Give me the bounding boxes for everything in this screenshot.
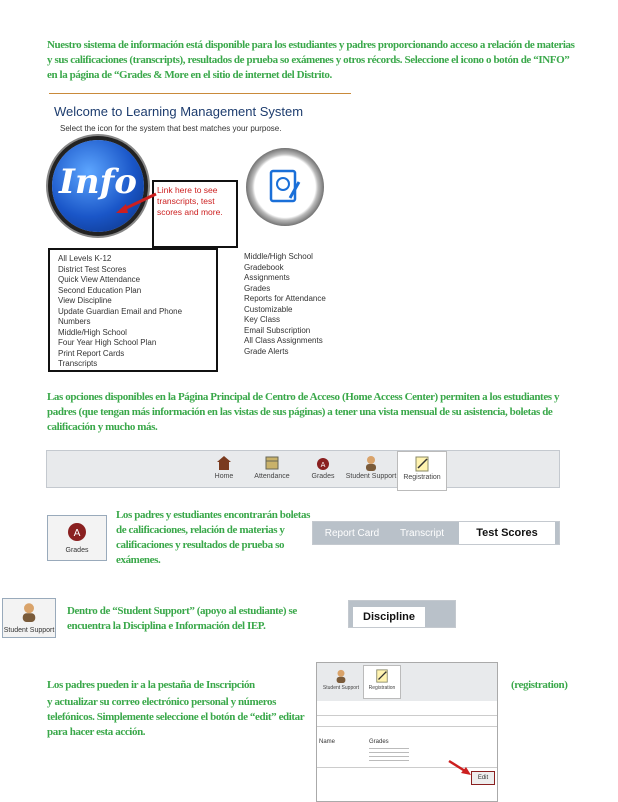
left-item: Quick View Attendance <box>58 275 141 284</box>
reg-nav-registration-label: Registration <box>368 685 396 691</box>
arrow-icon <box>447 757 473 777</box>
left-item: Print Report Cards <box>58 348 125 358</box>
gradebook-icon[interactable] <box>246 148 324 226</box>
student-support-button[interactable] <box>2 598 56 638</box>
left-item: All Levels K-12 <box>58 254 112 263</box>
right-item: Key Class <box>244 315 281 324</box>
home-access-paragraph: Las opciones disponibles en la Página Principal de Centro de Acceso (Home Access Center) permiten a los estudiantes y padres (que tengan más información en las vistas de sus páginas) a tener una vista mensual de su asistencia, boletas de calificación y mucho más. <box>47 391 560 433</box>
nav-student-support[interactable] <box>345 455 397 480</box>
grades-tabs <box>312 521 560 545</box>
lms-subtitle: Select the icon for the system that best matches your purpose. <box>60 124 282 133</box>
lms-title: Welcome to Learning Management System <box>54 104 304 119</box>
reg-nav-student-support[interactable] <box>321 669 361 691</box>
right-item: Assignments <box>244 273 290 282</box>
svg-text:A: A <box>73 528 81 539</box>
nav-registration[interactable] <box>397 451 447 491</box>
reg-nav-registration[interactable] <box>363 665 401 699</box>
registration-paragraph-1: Los padres pueden ir a la pestaña de Inscripción <box>47 679 255 691</box>
right-list <box>244 252 344 357</box>
left-list-box <box>48 248 218 372</box>
grade-apple-icon <box>315 455 331 471</box>
registration-paragraph-2: (registration) <box>511 679 568 691</box>
right-item: Gradebook <box>244 262 284 272</box>
left-item: Middle/High School <box>58 327 127 337</box>
reg-col-grades: Grades <box>369 739 389 745</box>
left-item: District Test Scores <box>58 264 127 274</box>
reg-field-label: Name <box>319 739 336 745</box>
nav-student-support-label: Student Support <box>345 473 397 480</box>
student-support-paragraph: Dentro de “Student Support” (apoyo al estudiante) se encuentra la Disciplina e Información del IEP. <box>67 605 297 632</box>
left-item: Four Year High School Plan <box>58 338 157 347</box>
left-item: View Discipline <box>58 296 112 305</box>
callout-text: Link here to see transcripts, test scores and more. <box>157 185 223 217</box>
nav-attendance-label: Attendance <box>254 473 290 480</box>
home-icon <box>216 455 232 471</box>
tab-test-scores[interactable]: Test Scores <box>459 522 555 544</box>
lms-screenshot <box>48 100 348 370</box>
registration-screenshot <box>316 662 498 802</box>
grades-button[interactable] <box>47 515 107 561</box>
left-item: Second Education Plan <box>58 285 142 295</box>
right-item: Reports for Attendance <box>244 294 326 303</box>
svg-text:A: A <box>320 461 326 469</box>
left-item: Transcripts <box>58 359 98 368</box>
person-icon <box>363 455 379 471</box>
right-item: All Class Assignments <box>244 336 323 345</box>
divider <box>49 93 351 94</box>
edit-button[interactable]: Edit <box>471 771 495 785</box>
reg-nav-student-support-label: Student Support <box>322 685 360 691</box>
tab-transcript[interactable]: Transcript <box>399 527 445 539</box>
person-icon <box>19 602 39 622</box>
nav-attendance[interactable] <box>249 455 295 480</box>
grade-apple-icon <box>66 520 88 542</box>
registration-paragraph-3: y actualizar su correo electrónico personal y números telefónicos. Simplemente seleccione el botón de “edit” editar para hacer esta acción. <box>47 696 305 738</box>
info-icon-label: Info <box>59 162 137 202</box>
right-item: Grade Alerts <box>244 346 289 356</box>
right-item: Customizable <box>244 304 293 314</box>
nav-registration-label: Registration <box>403 474 441 481</box>
right-item: Middle/High School <box>244 252 313 261</box>
info-icon[interactable] <box>52 140 144 232</box>
tab-discipline[interactable]: Discipline <box>353 607 425 627</box>
calendar-icon <box>264 455 280 471</box>
right-item: Email Subscription <box>244 325 311 335</box>
nav-home-label: Home <box>214 473 234 480</box>
intro-paragraph: Nuestro sistema de información está disponible para los estudiantes y padres proporcionando acceso a relación de materias y sus calificaciones (transcripts), resultados de prueba so exámenes y otros récords. Seleccione el icono o botón de “INFO” en la página de “Grades & More en el sitio de internet del Distrito. <box>47 39 575 81</box>
right-item: Grades <box>244 283 271 293</box>
registration-icon <box>414 456 430 472</box>
arrow-icon <box>114 190 158 216</box>
person-icon <box>334 669 348 683</box>
clipboard-icon <box>268 168 302 206</box>
tab-report-card[interactable]: Report Card <box>324 527 380 539</box>
left-item: Update Guardian Email and Phone Numbers <box>58 306 183 326</box>
callout-box <box>152 180 238 248</box>
discipline-tabs <box>348 600 456 628</box>
registration-icon <box>375 669 389 683</box>
nav-grades[interactable] <box>303 455 343 480</box>
grades-paragraph: Los padres y estudiantes encontrarán boletas de calificaciones, relación de materias y calificaciones y resultados de prueba so exámenes. <box>116 509 310 566</box>
nav-home[interactable] <box>207 455 241 480</box>
nav-grades-label: Grades <box>311 473 335 480</box>
student-support-button-label: Student Support <box>3 627 55 634</box>
nav-bar <box>46 450 560 488</box>
grades-button-label: Grades <box>65 547 89 554</box>
